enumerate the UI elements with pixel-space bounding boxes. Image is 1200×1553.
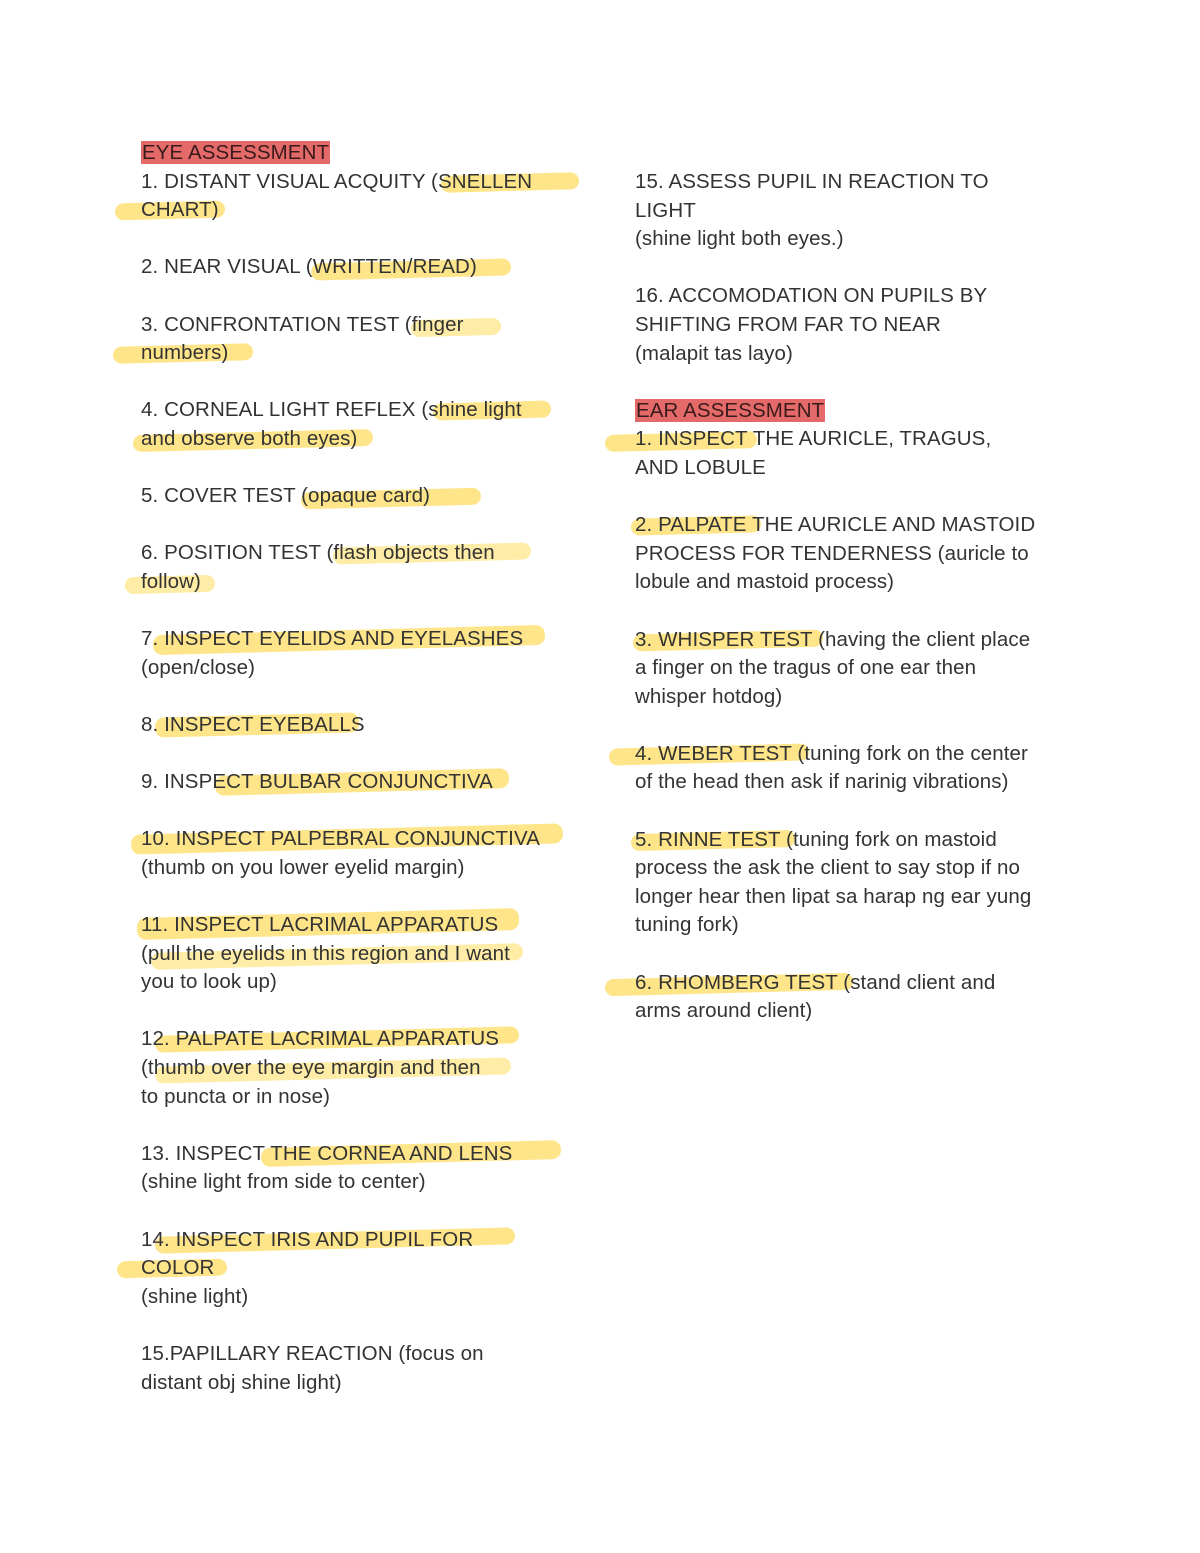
list-item: of the head then ask if narinig vibrations): [635, 770, 1009, 794]
list-item: 4. WEBER TEST (tuning fork on the center: [635, 740, 1075, 769]
list-item: longer hear then lipat sa harap ng ear yung: [635, 884, 1032, 908]
list-item: 15.PAPILLARY REACTION (focus on: [141, 1341, 484, 1365]
list-item: (shine light from side to center): [141, 1170, 426, 1194]
list-item: LIGHT: [635, 198, 696, 222]
list-item: 3. WHISPER TEST (having the client place: [635, 626, 1075, 655]
list-item: 10. INSPECT PALPEBRAL CONJUNCTIVA: [141, 825, 581, 854]
list-item: follow): [141, 568, 581, 597]
list-item: (open/close): [141, 655, 256, 679]
list-item: (thumb on you lower eyelid margin): [141, 855, 465, 879]
list-item: (shine light both eyes.): [635, 227, 844, 251]
list-item: 2. PALPATE THE AURICLE AND MASTOID: [635, 511, 1075, 540]
list-item: 5. COVER TEST (opaque card): [141, 482, 581, 511]
list-item: whisper hotdog): [635, 684, 783, 708]
list-item: to puncta or in nose): [141, 1084, 330, 1108]
list-item: you to look up): [141, 970, 277, 994]
list-item: 6. POSITION TEST (flash objects then: [141, 539, 581, 568]
eye-assessment-column: [141, 139, 581, 1397]
list-item: 6. RHOMBERG TEST (stand client and: [635, 969, 1075, 998]
list-item: AND LOBULE: [635, 455, 766, 479]
list-item: 9. INSPECT BULBAR CONJUNCTIVA: [141, 768, 581, 797]
list-item: COLOR: [141, 1254, 581, 1283]
list-item: 16. ACCOMODATION ON PUPILS BY: [635, 284, 988, 308]
list-item: (thumb over the eye margin and then: [141, 1054, 581, 1083]
list-item: 15. ASSESS PUPIL IN REACTION TO: [635, 170, 989, 193]
list-item: 5. RINNE TEST (tuning fork on mastoid: [635, 826, 1075, 855]
list-item: 12. PALPATE LACRIMAL APPARATUS: [141, 1025, 581, 1054]
list-item: 8. INSPECT EYEBALLS: [141, 712, 365, 736]
list-item: distant obj shine light): [141, 1370, 342, 1394]
list-item: a finger on the tragus of one ear then: [635, 656, 977, 680]
list-item: 14. INSPECT IRIS AND PUPIL FOR: [141, 1226, 581, 1255]
list-item: 4. CORNEAL LIGHT REFLEX (shine light: [141, 396, 581, 425]
list-item: 13. INSPECT THE CORNEA AND LENS: [141, 1140, 581, 1169]
list-item: numbers): [141, 339, 581, 368]
list-item: 11. INSPECT LACRIMAL APPARATUS: [141, 911, 581, 940]
list-item: lobule and mastoid process): [635, 570, 895, 594]
list-item: (malapit tas layo): [635, 341, 793, 365]
list-item: 1. INSPECT THE AURICLE, TRAGUS,: [635, 425, 1075, 454]
list-item: tuning fork): [635, 913, 739, 937]
list-item: 1. DISTANT VISUAL ACQUITY (SNELLEN: [141, 168, 581, 197]
list-item: 3. CONFRONTATION TEST (finger: [141, 311, 581, 340]
list-item: arms around client): [635, 999, 813, 1023]
section-heading-ear: EAR ASSESSMENT: [636, 398, 825, 422]
list-item: CHART): [141, 196, 581, 225]
list-item: PROCESS FOR TENDERNESS (auricle to: [635, 541, 1029, 565]
list-item: 2. NEAR VISUAL (WRITTEN/READ): [141, 253, 581, 282]
list-item: (pull the eyelids in this region and I want: [141, 940, 581, 969]
list-item: SHIFTING FROM FAR TO NEAR: [635, 312, 941, 336]
list-item: 7. INSPECT EYELIDS AND EYELASHES: [141, 625, 581, 654]
list-item: and observe both eyes): [141, 425, 581, 454]
list-item: (shine light): [141, 1284, 249, 1308]
ear-assessment-column: [635, 168, 1075, 1026]
list-item: process the ask the client to say stop if no: [635, 856, 1020, 880]
section-heading-eye: EYE ASSESSMENT: [142, 141, 330, 164]
